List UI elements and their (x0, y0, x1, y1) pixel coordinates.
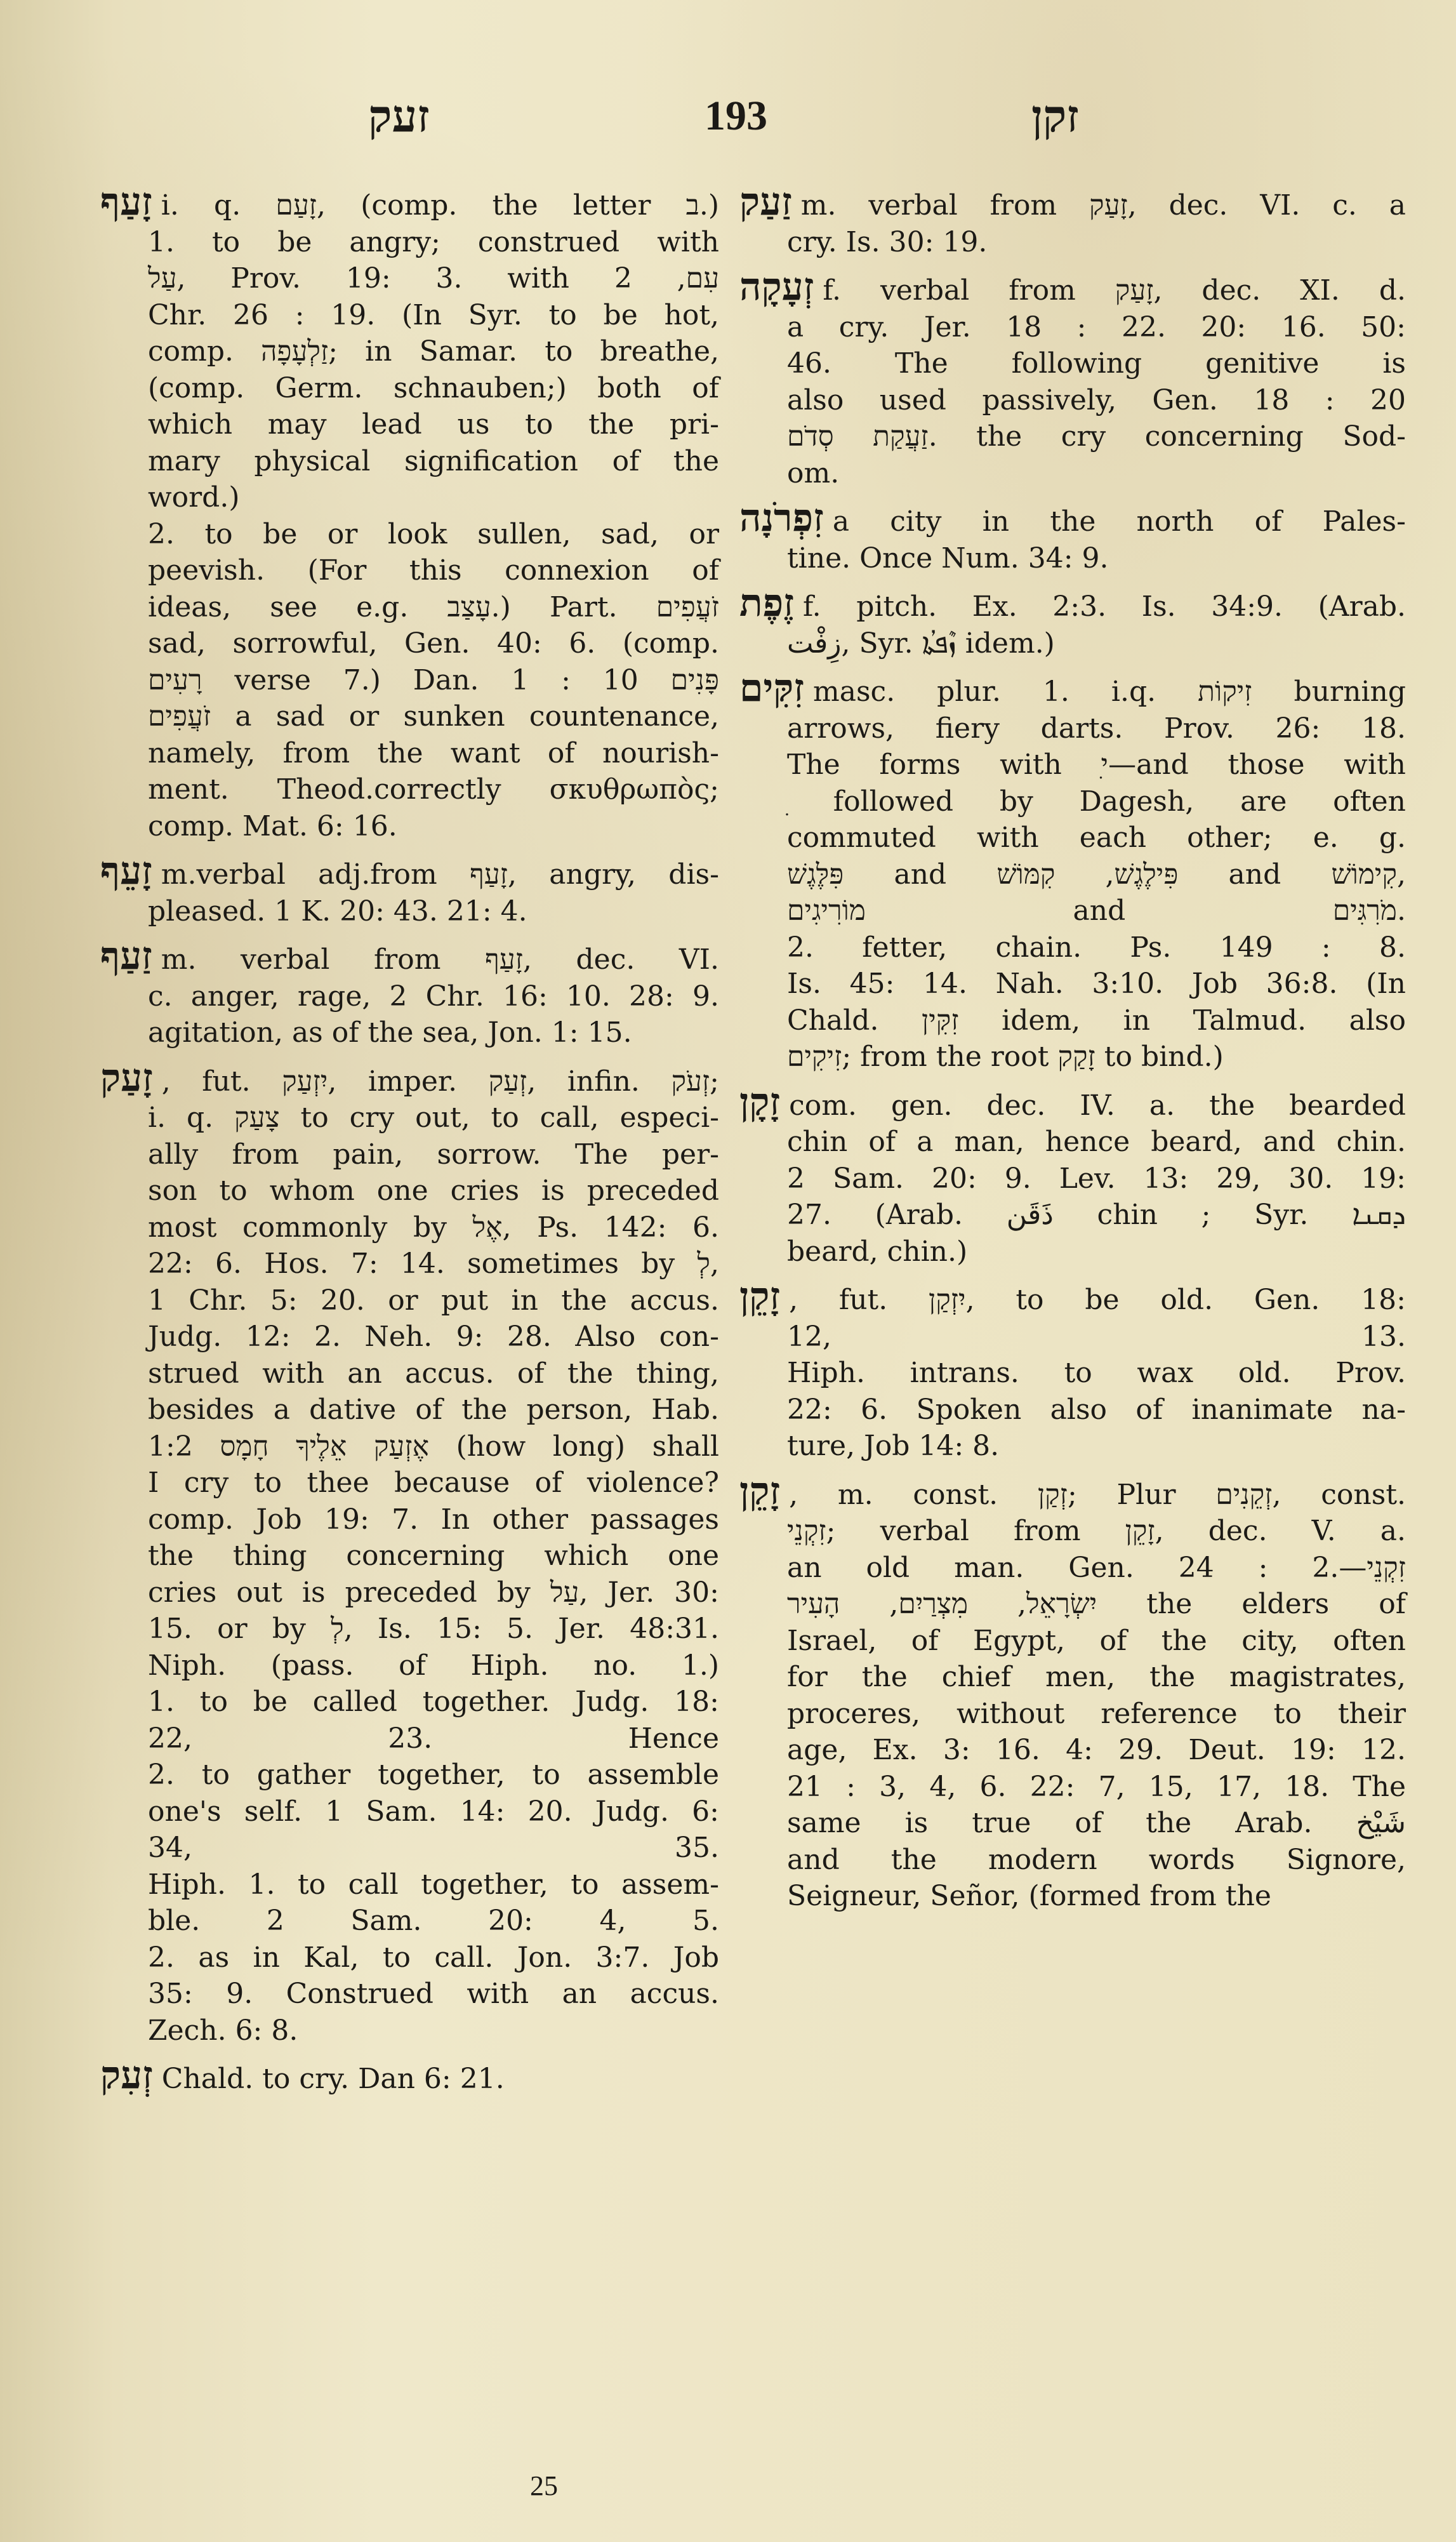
entry-first-line (739, 581, 1406, 625)
entry-line (100, 443, 719, 480)
entry-first-line (739, 265, 1406, 309)
entry-text: 2. to be or look sullen, sad, or (148, 517, 719, 550)
entry-text: peevish. (For this connexion of (148, 554, 719, 587)
dictionary-entry (739, 265, 1406, 491)
entry-text: I cry to thee because of violence? (148, 1467, 719, 1499)
entry-line (739, 455, 1406, 492)
entry-text: i. q. זָעַם, (comp. the letter ב.) (161, 189, 719, 222)
headword: זַעַק (739, 180, 792, 224)
dictionary-entry (100, 934, 720, 1051)
entry-first-line (100, 1055, 719, 1100)
entry-line (100, 1538, 719, 1574)
entry-line (100, 589, 719, 626)
entry-first-line (100, 2053, 719, 2098)
entry-line (100, 370, 719, 407)
entry-text: sad, sorrowful, Gen. 40: 6. (comp. (148, 627, 719, 660)
entry-text: ment. Theod.correctly σκυθρωπὸς; (148, 773, 719, 806)
dictionary-entry (739, 581, 1406, 662)
entry-text: 2. to gather together, to assemble (148, 1759, 719, 1791)
entry-text: proceres, without reference to their (787, 1697, 1406, 1730)
dictionary-entry (739, 1274, 1406, 1465)
entry-line (100, 698, 719, 735)
entry-line (739, 382, 1406, 419)
dictionary-entry (100, 1055, 720, 2049)
entry-text: Zech. 6: 8. (148, 2014, 298, 2047)
entry-line (100, 1465, 719, 1501)
entry-text: com. gen. dec. IV. a. the bearded (789, 1089, 1406, 1122)
entry-text: עַל, Prov. 19: 3. with עִם, 2 (148, 262, 719, 295)
entry-text: , fut. יִזְעַק, imper. זְעַק, infin. זְעֹק; (161, 1065, 719, 1098)
entry-line (100, 1574, 719, 1611)
running-head-right-catchword: זקן (1031, 93, 1079, 142)
entry-line (739, 1769, 1406, 1806)
entry-text: 2. fetter, chain. Ps. 149 : 8. (787, 931, 1406, 964)
entry-text: beard, chin.) (787, 1235, 968, 1268)
entry-text: a city in the north of Pales- (832, 505, 1406, 538)
headword: זָקֵן (739, 1468, 781, 1514)
entry-line (100, 516, 719, 553)
entry-line (739, 1234, 1406, 1270)
entry-line (739, 224, 1406, 261)
entry-line (100, 808, 719, 845)
headword: זָקֵן (739, 1274, 781, 1319)
entry-text: pleased. 1 K. 20: 43. 21: 4. (148, 895, 527, 928)
entry-line (739, 820, 1406, 856)
entry-line (100, 1830, 719, 1867)
entry-text: the thing concerning which one (148, 1540, 719, 1572)
entry-text: , m. const. זְקַן; Plur זְקֵנִים, const. (789, 1478, 1406, 1511)
entry-text: age, Ex. 3: 16. 4: 29. Deut. 19: 12. (787, 1734, 1406, 1766)
entry-line (100, 260, 719, 297)
entry-line (100, 1282, 719, 1319)
entry-line (100, 552, 719, 589)
entry-text: comp. זַלְעָפָה; in Samar. to breathe, (148, 335, 719, 368)
entry-line (739, 966, 1406, 1002)
entry-line (100, 1684, 719, 1720)
signature-mark: 25 (530, 2470, 558, 2501)
entry-line (739, 710, 1406, 747)
entry-line (100, 771, 719, 808)
entry-text: same is true of the Arab. شَيْخ (787, 1807, 1406, 1839)
entry-text: 22: 6. Spoken also of inanimate na- (787, 1393, 1406, 1426)
entry-text: 2. as in Kal, to call. Jon. 3:7. Job (148, 1941, 719, 1974)
entry-line (739, 309, 1406, 346)
entry-text: פִּלֶּגֶשׁ and פִּילֶגֶשׁ, קִמּוֹשׁ and קִימוֹשׁ, (787, 858, 1406, 891)
entry-line (100, 893, 719, 930)
entry-line (100, 1501, 719, 1538)
entry-line (100, 224, 719, 261)
entry-line (100, 1720, 719, 1757)
headword: זְעִק (100, 2053, 153, 2098)
entry-line (739, 929, 1406, 966)
entry-text: , fut. יִזְקַן, to be old. Gen. 18: (789, 1284, 1406, 1316)
headword: זָעַף (100, 180, 152, 224)
entry-text: ִ followed by Dagesh, are often (787, 785, 1406, 818)
entry-text: זִיקִים; from the root זָקַק to bind.) (787, 1041, 1224, 1073)
entry-text: 34, 35. (148, 1832, 719, 1864)
entry-line (739, 1124, 1406, 1161)
entry-text: Chr. 26 : 19. (In Syr. to be hot, (148, 298, 719, 331)
entry-text: chin of a man, hence beard, and chin. (787, 1126, 1406, 1158)
dictionary-entry (739, 496, 1406, 576)
dictionary-entry (100, 2053, 719, 2098)
entry-text: and the modern words Signore, (787, 1843, 1406, 1876)
entry-line (100, 1319, 719, 1355)
headword: זָקָן (739, 1079, 781, 1124)
entry-text: 21 : 3, 4, 6. 22: 7, 15, 17, 18. The (787, 1770, 1406, 1803)
entry-line (739, 783, 1406, 820)
entry-line (739, 1805, 1406, 1842)
entry-text: יִשְׂרָאֵל, מִצְרַיִם, הָעִיר the elders of (787, 1588, 1406, 1620)
entry-line (100, 479, 719, 516)
entry-line (100, 1100, 719, 1136)
entry-text: Chald. to cry. Dan 6: 21. (161, 2063, 505, 2095)
entry-text: besides a dative of the person, Hab. (148, 1394, 719, 1426)
running-head-left-catchword: זעק (368, 93, 430, 142)
entry-text: ture, Job 14: 8. (787, 1430, 1000, 1462)
entry-text: זִקְנֵי; verbal from זָקֵן, dec. V. a. (787, 1515, 1406, 1547)
entry-first-line (739, 180, 1406, 224)
entry-text: m. verbal from זָעַף, dec. VI. (161, 943, 720, 976)
entry-line (100, 1867, 719, 1903)
entry-line (739, 1659, 1406, 1696)
entry-text: רָעִים verse 7.) Dan. 1 : 10 פָּנִים (148, 663, 719, 696)
entry-text: (comp. Germ. schnauben;) both of (148, 371, 719, 404)
entry-text: ble. 2 Sam. 20: 4, 5. (148, 1905, 719, 1937)
entry-text: 12, 13. (787, 1320, 1406, 1353)
entry-line (100, 1209, 719, 1246)
entry-text: i. q. צָעַק to cry out, to call, especi- (148, 1101, 720, 1134)
entry-text: c. anger, rage, 2 Chr. 16: 10. 28: 9. (148, 980, 719, 1013)
entry-line (739, 1696, 1406, 1733)
entry-line (739, 540, 1406, 577)
entry-text: om. (787, 456, 840, 489)
entry-text: Judg. 12: 2. Neh. 9: 28. Also con- (148, 1321, 719, 1353)
entry-text: Seigneur, Señor, (formed from the (787, 1880, 1271, 1912)
entry-text: 1 Chr. 5: 20. or put in the accus. (148, 1284, 719, 1317)
headword: זָעַק (100, 1055, 153, 1100)
entry-line (100, 978, 719, 1015)
entry-line (100, 625, 719, 662)
entry-text: זֹעֲפִים a sad or sunken countenance, (148, 700, 719, 733)
entry-line (100, 1903, 719, 1940)
entry-line (739, 1878, 1406, 1915)
entry-line (100, 1976, 719, 2013)
headword: זַעַף (100, 934, 152, 978)
entry-text: which may lead us to the pri- (148, 408, 719, 441)
entry-line (739, 893, 1406, 929)
entry-text: Israel, of Egypt, of the city, often (787, 1624, 1406, 1657)
entry-first-line (100, 934, 720, 978)
entry-text: for the chief men, the magistrates, (787, 1661, 1406, 1693)
entry-line (100, 735, 719, 772)
entry-text: commuted with each other; e. g. (787, 822, 1406, 854)
entry-line (100, 1015, 719, 1051)
dictionary-entry (739, 180, 1406, 260)
entry-first-line (739, 1079, 1406, 1124)
entry-text: ally from pain, sorrow. The per- (148, 1138, 719, 1171)
entry-text: 46. The following genitive is (787, 347, 1406, 380)
right-column (739, 180, 1406, 1924)
entry-first-line (100, 849, 719, 893)
entry-text: 1:2 אֶזְעַק אֵלֶיךָ חָמָס (how long) shall (148, 1430, 719, 1463)
entry-line (100, 297, 719, 334)
entry-first-line (739, 496, 1406, 540)
entry-line (100, 1757, 719, 1793)
entry-text: cry. Is. 30: 19. (787, 225, 988, 258)
entry-line (739, 856, 1406, 893)
entry-line (739, 345, 1406, 382)
entry-text: also used passively, Gen. 18 : 20 (787, 383, 1406, 416)
dictionary-entry (739, 1079, 1406, 1270)
entry-text: 22, 23. Hence (148, 1722, 719, 1755)
entry-text: 27. (Arab. ذَقَن chin ; Syr. ܕܩܢܐ (787, 1199, 1406, 1231)
entry-line (739, 625, 1406, 662)
entry-line (739, 1586, 1406, 1623)
entry-text: Is. 45: 14. Nah. 3:10. Job 36:8. (In (787, 968, 1406, 1000)
entry-text: Chald. זִקִּין idem, in Talmud. also (787, 1004, 1406, 1037)
entry-line (100, 1173, 719, 1209)
entry-line (100, 1428, 719, 1465)
entry-text: זַעֲקַת סְדֹם. the cry concerning Sod- (787, 420, 1406, 453)
left-column (100, 180, 720, 2106)
entry-text: 1. to be angry; construed with (148, 225, 719, 258)
entry-text: arrows, fiery darts. Prov. 26: 18. (787, 712, 1406, 745)
page-number: 193 (705, 93, 767, 139)
entry-line (100, 2013, 719, 2049)
entry-text: زِفْت, Syr. ܙܶܦܬܳܐ idem.) (787, 627, 1055, 660)
entry-text: son to whom one cries is preceded (148, 1175, 719, 1207)
entry-text: most commonly by אֶל, Ps. 142: 6. (148, 1211, 719, 1244)
entry-line (100, 1136, 719, 1173)
headword: זִפְרֹנָה (739, 496, 824, 540)
entry-text: f. pitch. Ex. 2:3. Is. 34:9. (Arab. (802, 590, 1406, 623)
entry-line (739, 1039, 1406, 1075)
entry-text: cries out is preceded by עַל, Jer. 30: (148, 1576, 719, 1609)
entry-text: comp. Job 19: 7. In other passages (148, 1503, 719, 1536)
entry-line (739, 1355, 1406, 1392)
entry-text: Hiph. 1. to call together, to assem- (148, 1868, 719, 1901)
entry-first-line (100, 180, 719, 224)
entry-text: מוֹרִיגִים and מֹרִגִּים. (787, 895, 1406, 927)
entry-text: The forms with ִי—and those with (787, 749, 1406, 781)
entry-line (739, 418, 1406, 455)
entry-line (739, 1550, 1406, 1587)
entry-text: masc. plur. 1. i.q. זִיקוֹת burning (813, 675, 1406, 708)
entry-line (739, 1392, 1406, 1428)
entry-text: comp. Mat. 6: 16. (148, 809, 397, 842)
entry-text: namely, from the want of nourish- (148, 736, 719, 769)
entry-line (100, 333, 719, 370)
entry-line (739, 1197, 1406, 1234)
entry-line (739, 1732, 1406, 1769)
entry-line (100, 662, 719, 699)
entry-text: mary physical signification of the (148, 444, 719, 477)
headword: זָעֵף (100, 849, 152, 893)
entry-text: 15. or by לְ, Is. 15: 5. Jer. 48:31. (148, 1613, 720, 1645)
entry-line (100, 406, 719, 443)
entry-text: m.verbal adj.from זָעַף, angry, dis- (161, 858, 719, 891)
entry-line (739, 1842, 1406, 1879)
entry-line (739, 1002, 1406, 1039)
entry-text: ideas, see e.g. עָצַב.) Part. זֹעֲפִים (148, 590, 719, 623)
headword: זִקִּים (739, 666, 805, 710)
entry-line (100, 1246, 719, 1282)
entry-line (739, 1623, 1406, 1660)
entry-text: Niph. (pass. of Hiph. no. 1.) (148, 1649, 719, 1682)
entry-text: 2 Sam. 20: 9. Lev. 13: 29, 30. 19: (787, 1162, 1406, 1195)
dictionary-entry (739, 1468, 1406, 1915)
entry-first-line (739, 666, 1406, 710)
entry-line (100, 1793, 719, 1830)
dictionary-entry (739, 666, 1406, 1075)
entry-line (739, 747, 1406, 783)
entry-text: f. verbal from זָעַק, dec. XI. d. (823, 274, 1406, 307)
entry-text: strued with an accus. of the thing, (148, 1357, 719, 1390)
entry-text: 35: 9. Construed with an accus. (148, 1978, 719, 2010)
entry-text: word.) (148, 481, 240, 514)
entry-first-line (739, 1468, 1406, 1514)
headword: זְעָקָה (739, 265, 814, 309)
entry-line (100, 1647, 719, 1684)
entry-text: m. verbal from זָעַק, dec. VI. c. a (800, 189, 1406, 222)
entry-text: agitation, as of the sea, Jon. 1: 15. (148, 1016, 632, 1049)
headword: זֶפֶת (739, 581, 794, 625)
entry-line (100, 1940, 719, 1976)
entry-line (739, 1428, 1406, 1465)
entry-line (100, 1355, 719, 1392)
entry-text: 1. to be called together. Judg. 18: (148, 1686, 719, 1718)
entry-line (100, 1611, 719, 1647)
entry-line (739, 1513, 1406, 1550)
entry-text: one's self. 1 Sam. 14: 20. Judg. 6: (148, 1795, 719, 1828)
entry-text: 22: 6. Hos. 7: 14. sometimes by לְ, (148, 1248, 719, 1280)
entry-line (739, 1319, 1406, 1355)
entry-text: Hiph. intrans. to wax old. Prov. (787, 1357, 1406, 1389)
entry-line (739, 1161, 1406, 1197)
entry-first-line (739, 1274, 1406, 1319)
dictionary-entry (100, 849, 719, 929)
entry-text: tine. Once Num. 34: 9. (787, 542, 1109, 575)
dictionary-entry (100, 180, 719, 844)
entry-text: an old man. Gen. 24 : 2.—זִקְנֵי (787, 1551, 1406, 1584)
entry-text: a cry. Jer. 18 : 22. 20: 16. 50: (787, 310, 1406, 343)
entry-line (100, 1392, 719, 1428)
